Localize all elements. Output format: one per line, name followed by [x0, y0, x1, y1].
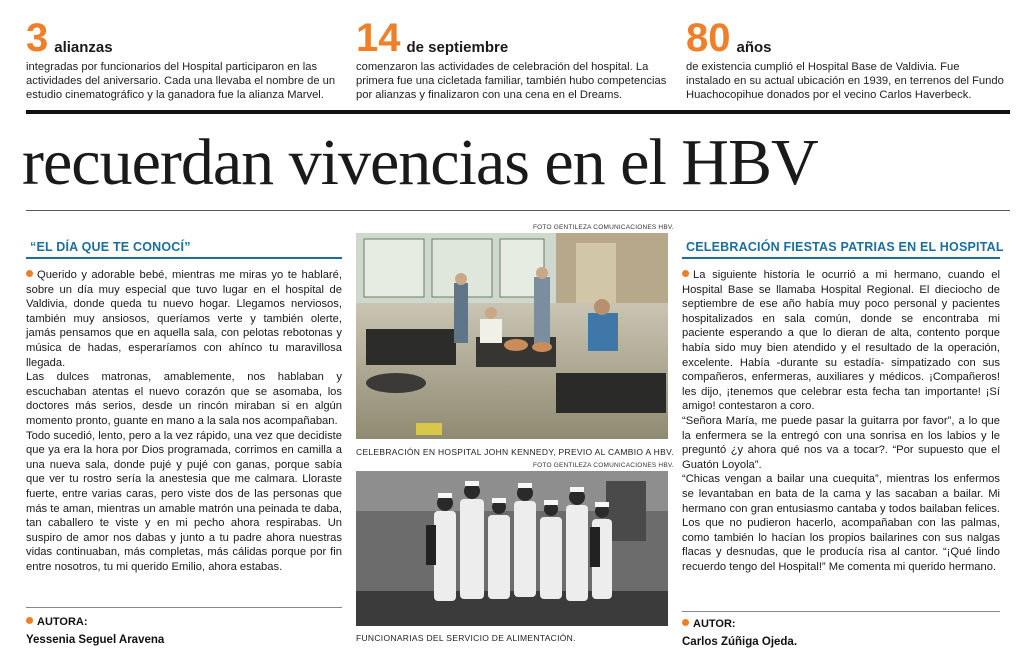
stat-text: integradas por funcionarios del Hospital participaron en las actividades del aniversario. Cada una llevaba el nombre de un estudio cinematográfico y la ganadora fue la alianza Marvel.: [26, 61, 336, 101]
right-article-body: [682, 268, 1000, 574]
article-paragraph: La siguiente historia le ocurrió a mi hermano, cuando el Hospital Base se llamaba Hospital Regional. El dieciocho de septiembre de ese año había muy poco personal y pacientes hospitalizados en sala común, donde se encontraba mi paciente esperando a que lo dieran de alta, contento porque había sido muy bien atendido y el resultado de la operación, excelente. Había -durante su estadía- simpatizado con sus compañeros, enfermeras, auxiliares y médicos. ¡Compañeros! les dijo, ¡tenemos que celebrar esta fecha tan importante! ¡Sí amigo! contestaron a coro.: [682, 269, 1000, 413]
article-paragraph: “Chicas vengan a bailar una cuequita”, mientras los enfermos se levantaban en bata de la cama y las sacaban a bailar. Mi hermano con gran entusiasmo cantaba y todos bailaban felices. Los que no pudieron hacerlo, acompañaban con las palmas, como también lo hacían los propios bailarines con sus nalgas flacas y desnudas, que le producía risa al cantor. “¡Qué lindo recuerdo tengo del Hospital!” Me comenta mi querido hermano.: [682, 473, 1000, 573]
photo2-credit: FOTO GENTILEZA COMUNICACIONES HBV.: [533, 462, 674, 469]
photo-celebration-image: [356, 233, 668, 439]
bullet-dot-icon: [682, 619, 689, 626]
photo1-credit: FOTO GENTILEZA COMUNICACIONES HBV.: [533, 224, 674, 231]
bullet-dot-icon: [26, 617, 33, 624]
header-rule: [26, 110, 1010, 114]
left-section-underline: [26, 257, 342, 259]
left-section-title: “EL DÍA QUE TE CONOCÍ”: [30, 240, 191, 254]
photo-staff: [356, 471, 668, 626]
photo2-caption: FUNCIONARIAS DEL SERVICIO DE ALIMENTACIÓN.: [356, 633, 576, 643]
bullet-dot-icon: [682, 270, 689, 277]
author-label: AUTORA:: [37, 616, 88, 628]
stat-number: 14: [356, 16, 401, 60]
stat-septiembre: [356, 18, 676, 102]
headline-rule: [26, 210, 1010, 211]
photo1-caption: CELEBRACIÓN EN HOSPITAL JOHN KENNEDY, PREVIO AL CAMBIO A HBV.: [356, 447, 674, 457]
stat-number: 80: [686, 16, 731, 60]
article-paragraph: “Señora María, me puede pasar la guitarra por favor”, a lo que la enfermera se la entregó con una sonrisa en los labios y le preguntó ¿y ahora qué nos va a tocar?. “Por supuesto que el Guatón Loyola”.: [682, 414, 1000, 471]
author-name: Carlos Zúñiga Ojeda.: [682, 636, 798, 648]
left-author-rule: [26, 607, 342, 608]
right-author-rule: [682, 611, 1000, 612]
stat-alianzas: [26, 18, 346, 102]
author-label: AUTOR:: [693, 618, 736, 630]
right-section-underline: [682, 257, 1000, 259]
article-paragraph: Querido y adorable bebé, mientras me miras yo te hablaré, sobre un día muy especial que tuvo lugar en el hospital de Valdivia, donde queda tu nuevo hogar. Llegamos nerviosos, también muy ansiosos, queríamos verte y también olerte, jamás pensamos que en aquella sala, con pelotas rebotonas y música de hadas, esperaríamos con ahínco tu maravillosa llegada.: [26, 269, 342, 369]
stat-number: 3: [26, 16, 49, 60]
stat-text: de existencia cumplió el Hospital Base de Valdivia. Fue instalado en su actual ubicación en 1939, en terrenos del Fundo Huachocopihue donados por el vecino Carlos Haverbeck.: [686, 61, 1004, 101]
page-headline: recuerdan vivencias en el HBV: [22, 126, 818, 199]
article-paragraph: Todo sucedió, lento, pero a la vez rápido, una vez que decidiste que ya era la hora por Dios programada, corrimos en camilla a una nueva sala, donde pujé y pujé con ganas, porque sabía que ver tu rostro sería la anestesia que me calmara. Lloraste fuerte, entre varias caras, pero viste dos de las personas que más te aman, mientras un amable matrón una peinada te daba, tan caballero te viste y en mi pecho ahora respirabas. Un suspiro de amor nos dabas y junto a tu padre ahora nuestras vidas continuaban, más completas, más cálidas porque por fin entre nosotros, tu mi querido Emilio, ahora estabas.: [26, 429, 342, 573]
stat-anos: [686, 18, 1006, 102]
photo-staff-image: [356, 471, 668, 626]
stat-title: años: [736, 39, 772, 56]
left-author: [26, 616, 164, 646]
left-article-body: [26, 268, 342, 574]
stat-title: alianzas: [54, 39, 113, 56]
stat-text: comenzaron las actividades de celebración del hospital. La primera fue una cicletada familiar, también hubo competencias por alianzas y finalizaron con una cena en el Dreams.: [356, 61, 667, 101]
article-paragraph: Las dulces matronas, amablemente, nos hablaban y escuchaban atentas el nuevo corazón que se asomaba, los doctores más serios, desde un rincón miraban si en algún momento pronto, guante en mano a la sala nos acompañaban.: [26, 371, 342, 427]
photo-celebration: [356, 233, 668, 439]
stat-title: de septiembre: [406, 39, 509, 56]
right-section-title: CELEBRACIÓN FIESTAS PATRIAS EN EL HOSPITAL: [686, 240, 1004, 254]
author-name: Yessenia Seguel Aravena: [26, 634, 165, 646]
bullet-dot-icon: [26, 270, 33, 277]
right-author: [682, 618, 797, 648]
